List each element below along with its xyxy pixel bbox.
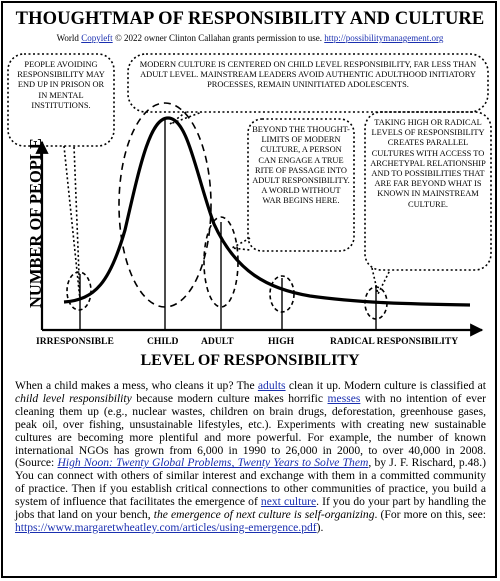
- copyleft-link[interactable]: Copyleft: [81, 33, 113, 43]
- tick-label-child: CHILD: [147, 336, 179, 347]
- bubble-avoiding: PEOPLE AVOIDING RESPONSIBILITY MAY END UP IN PRISON OR IN MENTAL INSTITUTIONS.: [17, 60, 105, 110]
- credit-middle: © 2022 owner Clinton Callahan grants permission to use.: [112, 33, 325, 43]
- bubble-radical-tail: [372, 268, 390, 294]
- tick-label-radical: RADICAL RESPONSIBILITY: [330, 336, 459, 347]
- wheatley-link[interactable]: https://www.margaretwheatley.com/articles/using-emergence.pdf: [15, 520, 317, 534]
- y-axis-label: NUMBER OF PEOPLE: [26, 138, 45, 308]
- credit-prefix: World: [56, 33, 82, 43]
- bubble-avoiding-tail: [64, 146, 80, 300]
- para-text-4: with no intention of ever cleaning them up (e.g., nuclear wastes, children on brain drugs, deforestation, greenhouse gases, peak oil, over fishing, unsustainable lifestyles, etc.). Experiments with creating new sustainable cultures are becoming more plentiful and more powerful. For example, the number of known international NGOs has grown from 6,000 in 1990 to 26,000 in 2000, to over 40,000 in 2008. (Source:: [15, 391, 486, 470]
- para-text-7: . (For more on this, see:: [374, 508, 486, 522]
- para-text-3: because modern culture makes horrific: [131, 391, 328, 405]
- x-axis-label: LEVEL OF RESPONSIBILITY: [140, 352, 360, 369]
- website-link[interactable]: http://possibilitymanagement.org: [324, 33, 444, 43]
- para-text-8: ).: [316, 520, 324, 534]
- para-text-5: , by J. F. Rischard, p.48.) You can connect with others of similar interest and exchange with them in a committed community of practice. Then if you establish critical connections to other communities of practice, you build a system of influence that facilitates the emergence of: [15, 456, 486, 509]
- bubble-radical: TAKING HIGH OR RADICAL LEVELS OF RESPONSIBILITY CREATES PARALLEL CULTURES WITH ACCESS TO ARCHETYPAL RELATIONSHIP AND TO POSSIBILITIES THAT ARE FAR BEYOND WHAT IS KNOWN IN MAINSTREAM CULTURE.: [370, 118, 486, 209]
- para-text-2: clean it up. Modern culture is classified at: [285, 379, 486, 392]
- bubble-modern: MODERN CULTURE IS CENTERED ON CHILD LEVEL RESPONSIBILITY, FAR LESS THAN ADULT LEVEL. MAINSTREAM LEADERS AVOID AUTHENTIC ADULTHOOD INITIATORY PROCESSES, REMAIN UNINITIATED ADOLESCENTS.: [139, 60, 477, 90]
- bubble-beyond: BEYOND THE THOUGHT-LIMITS OF MODERN CULTURE, A PERSON CAN ENGAGE A TRUE RITE OF PASSAGE INTO ADULT RESPONSIBILITY. A WORLD WITHOUT WAR BEGINS HERE.: [252, 125, 350, 206]
- next-culture-link[interactable]: next culture: [260, 495, 317, 509]
- book-link[interactable]: High Noon: Twenty Global Problems, Twenty Years to Solve Them: [57, 456, 369, 470]
- para-text-6: . If you do your part by handling the jobs that land on your bench,: [15, 495, 486, 522]
- child-level-italic: child level responsibility: [15, 391, 132, 405]
- bubble-beyond-tail: [232, 238, 250, 250]
- emergence-italic: the emergence of next culture is self-organizing: [153, 508, 375, 522]
- para-text-1: When a child makes a mess, who cleans it up? The: [15, 379, 258, 392]
- tick-label-high: HIGH: [268, 336, 295, 347]
- tick-label-adult: ADULT: [201, 336, 234, 347]
- body-paragraph: [15, 380, 486, 535]
- adults-link[interactable]: adults: [257, 379, 286, 392]
- messes-link[interactable]: messes: [327, 391, 361, 405]
- tick-label-irresponsible: IRRESPONSIBLE: [36, 336, 114, 347]
- page-title: THOUGHTMAP OF RESPONSIBILITY AND CULTURE: [15, 9, 485, 29]
